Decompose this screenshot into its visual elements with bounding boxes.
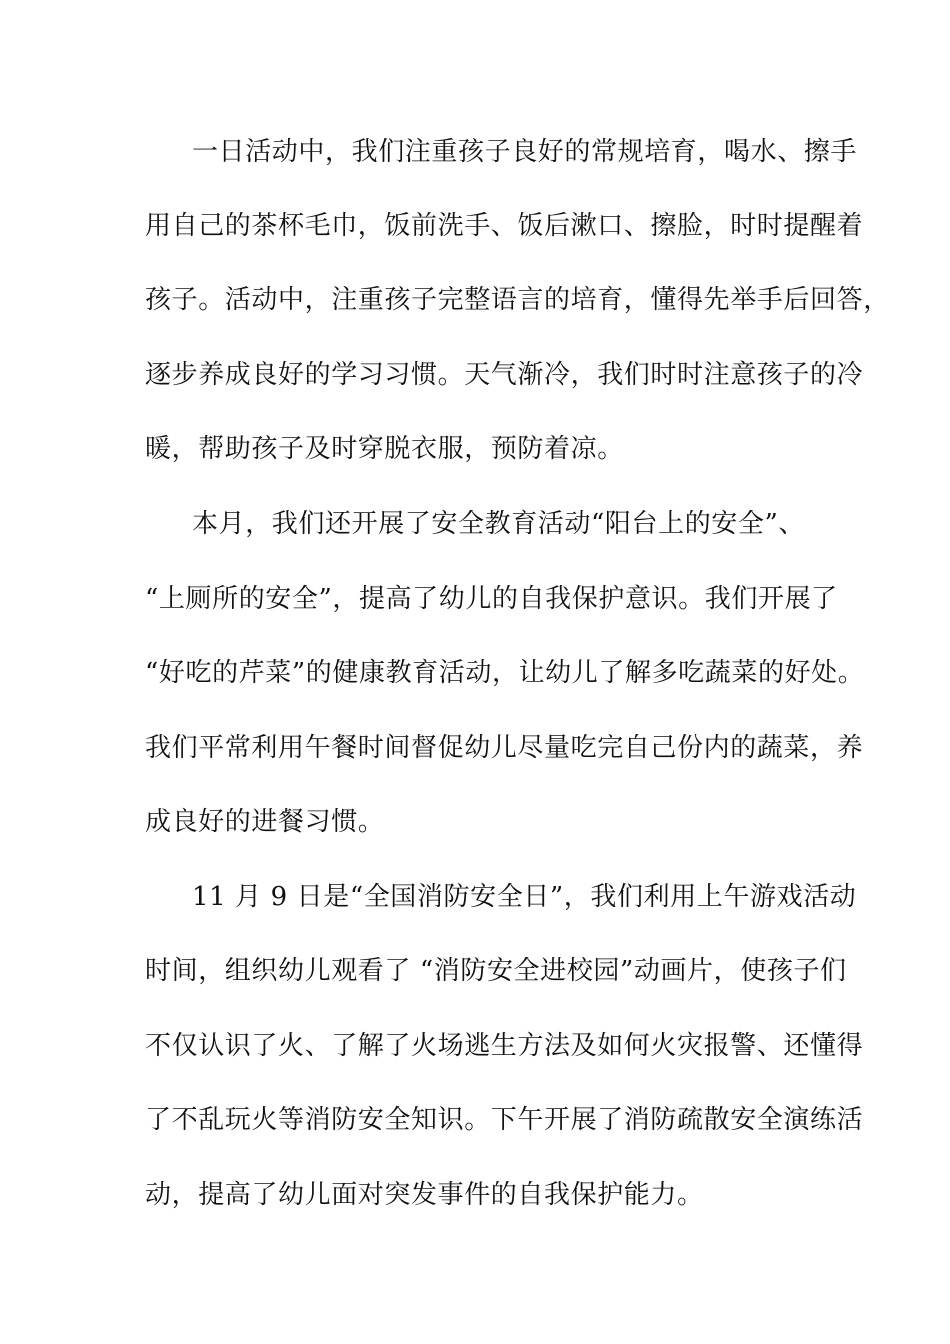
paragraph-1-line-5: 暖，帮助孩子及时穿脱衣服，预防着凉。 [145, 434, 624, 464]
paragraph-3-line-3: 不仅认识了火、了解了火场逃生方法及如何火灾报警、还懂得 [145, 1031, 864, 1061]
paragraph-1-line-4: 逐步养成良好的学习习惯。天气渐冷，我们时时注意孩子的冷 [145, 360, 864, 390]
paragraph-3-line-5: 动，提高了幼儿面对突发事件的自我保护能力。 [145, 1180, 704, 1210]
paragraph-3-line-1: 11 月 9 日是“全国消防安全日”，我们利用上午游戏活动 [192, 882, 857, 912]
paragraph-2-line-2: “上厕所的安全”，提高了幼儿的自我保护意识。我们开展了 [145, 584, 838, 614]
paragraph-1-line-1: 一日活动中，我们注重孩子良好的常规培育，喝水、擦手 [192, 137, 858, 167]
paragraph-2-line-5: 成良好的进餐习惯。 [145, 807, 385, 837]
paragraph-2-line-1: 本月，我们还开展了安全教育活动“阳台上的安全”、 [192, 509, 805, 539]
paragraph-3-line-4: 了不乱玩火等消防安全知识。下午开展了消防疏散安全演练活 [145, 1105, 864, 1135]
paragraph-2-line-4: 我们平常利用午餐时间督促幼儿尽量吃完自己份内的蔬菜，养 [145, 733, 864, 763]
paragraph-3-line-2: 时间，组织幼儿观看了 “消防安全进校园”动画片，使孩子们 [145, 956, 847, 986]
paragraph-2-line-3: “好吃的芹菜”的健康教育活动，让幼儿了解多吃蔬菜的好处。 [145, 658, 865, 688]
paragraph-1-line-3: 孩子。活动中，注重孩子完整语言的培育，懂得先举手后回答， [145, 285, 890, 315]
paragraph-1-line-2: 用自己的茶杯毛巾，饭前洗手、饭后漱口、擦脸，时时提醒着 [145, 211, 864, 241]
